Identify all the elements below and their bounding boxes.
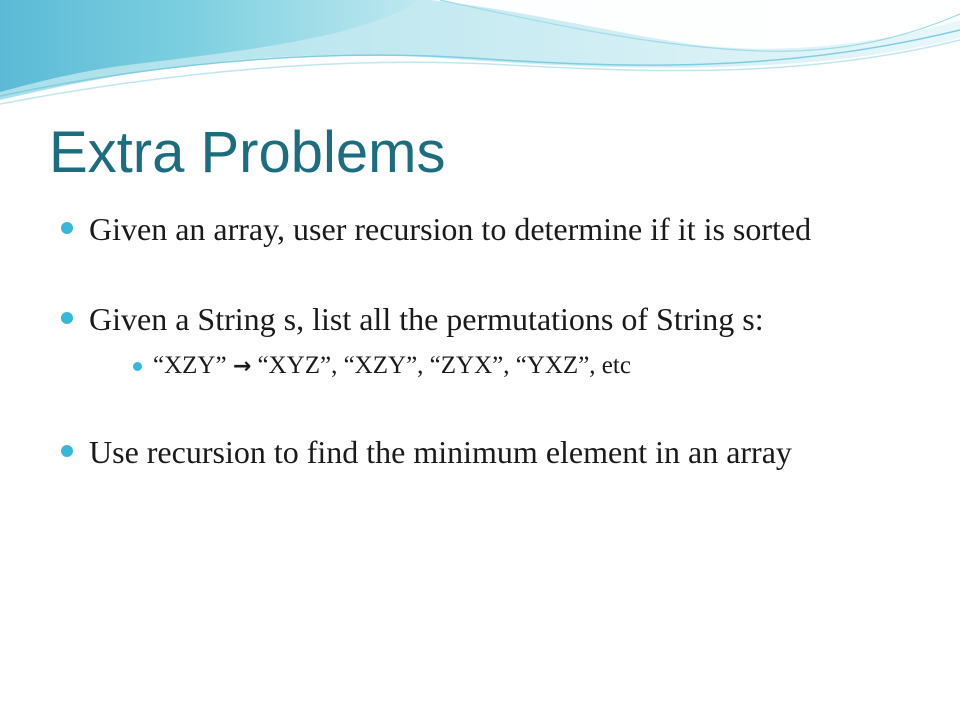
bullet-text: Given a String s, list all the permutations of String s: (89, 301, 764, 337)
bullet-item-sorted (58, 208, 918, 250)
bullet-text: Use recursion to find the minimum element in an array (89, 434, 792, 470)
bullet-text: Given an array, user recursion to determine if it is sorted (89, 211, 812, 247)
header-wave-banner (0, 0, 960, 120)
sub-bullet-example (89, 350, 918, 383)
sub-bullet-right: “XYZ”, “XZY”, “ZYX”, “YXZ”, etc (251, 352, 631, 379)
bullet-dot-icon (61, 445, 73, 457)
slide-title: Extra Problems (49, 120, 446, 185)
bullet-list (58, 208, 918, 473)
sub-bullet-dot-icon (133, 362, 142, 371)
bullet-dot-icon (61, 222, 73, 234)
sub-bullet-left: “XZY” (153, 352, 233, 379)
bullet-dot-icon (61, 312, 73, 324)
bullet-item-minimum (58, 431, 918, 473)
arrow-right-icon: → (232, 354, 252, 379)
bullet-item-permutations (58, 298, 918, 383)
